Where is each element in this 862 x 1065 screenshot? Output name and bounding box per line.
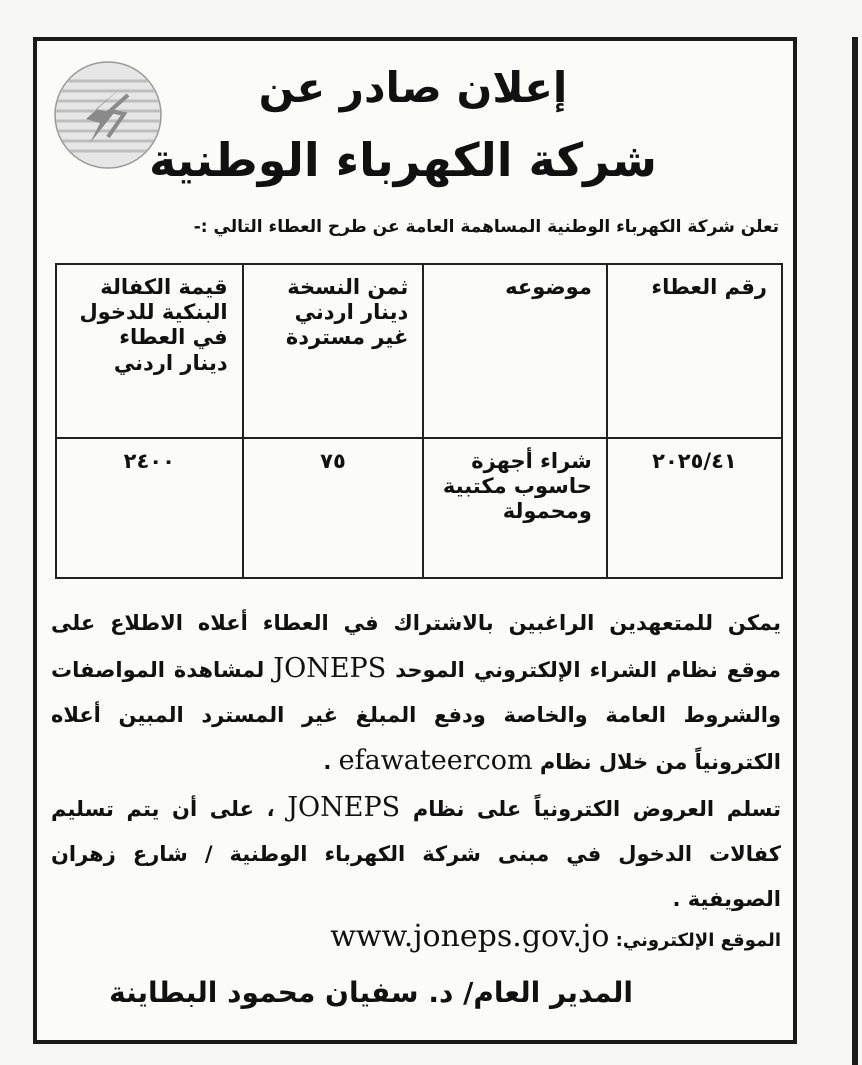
tender-table bbox=[55, 263, 783, 579]
p1-end: . bbox=[323, 750, 332, 774]
announcement-frame bbox=[33, 37, 797, 1044]
paragraph-2 bbox=[51, 785, 781, 922]
p1-text-1: يمكن للمتعهدين الراغبين بالاشتراك في العطاء أعلاه الاطلاع على موقع نظام الشراء الإلكتروني الموحد bbox=[51, 611, 781, 682]
cell-copy-price: ٧٥ bbox=[243, 438, 424, 578]
adjacent-column-border bbox=[852, 37, 858, 1065]
cell-subject: شراء أجهزة حاسوب مكتبية ومحمولة bbox=[423, 438, 607, 578]
announcement-body bbox=[51, 601, 781, 922]
p1-text-2: لمشاهدة المواصفات والشروط العامة والخاصة ودفع المبلغ غير المسترد المبين أعلاه الكترونياً من خلال نظام bbox=[51, 658, 781, 774]
website-line bbox=[51, 919, 781, 954]
intro-text: تعلن شركة الكهرباء الوطنية المساهمة العامة عن طرح العطاء التالي :- bbox=[193, 217, 779, 237]
paragraph-1 bbox=[51, 601, 781, 785]
joneps-name-2: JONEPS bbox=[287, 792, 401, 823]
header-guarantee: قيمة الكفالة البنكية للدخول في العطاء دينار اردني bbox=[56, 264, 243, 438]
joneps-name: JONEPS bbox=[273, 653, 387, 684]
signature: المدير العام/ د. سفيان محمود البطاينة bbox=[109, 976, 633, 1009]
p2-text-2: ، على أن يتم تسليم كفالات الدخول في مبنى شركة الكهرباء الوطنية / شارع زهران الصويفية . bbox=[51, 797, 781, 911]
website-label: الموقع الإلكتروني: bbox=[615, 930, 781, 951]
header-subject: موضوعه bbox=[423, 264, 607, 438]
website-url[interactable]: www.joneps.gov.jo bbox=[330, 919, 610, 954]
cell-guarantee: ٢٤٠٠ bbox=[56, 438, 243, 578]
table-header-row bbox=[56, 264, 782, 438]
efawateercom-name: efawateercom bbox=[338, 745, 533, 776]
header-tender-number: رقم العطاء bbox=[607, 264, 782, 438]
cell-tender-number: ٢٠٢٥/٤١ bbox=[607, 438, 782, 578]
table-row bbox=[56, 438, 782, 578]
title-line-2: شركة الكهرباء الوطنية bbox=[148, 133, 658, 187]
title-line-1: إعلان صادر عن bbox=[258, 63, 568, 112]
p2-text-1: تسلم العروض الكترونياً على نظام bbox=[412, 797, 782, 821]
header-copy-price: ثمن النسخة دينار اردني غير مستردة bbox=[243, 264, 424, 438]
